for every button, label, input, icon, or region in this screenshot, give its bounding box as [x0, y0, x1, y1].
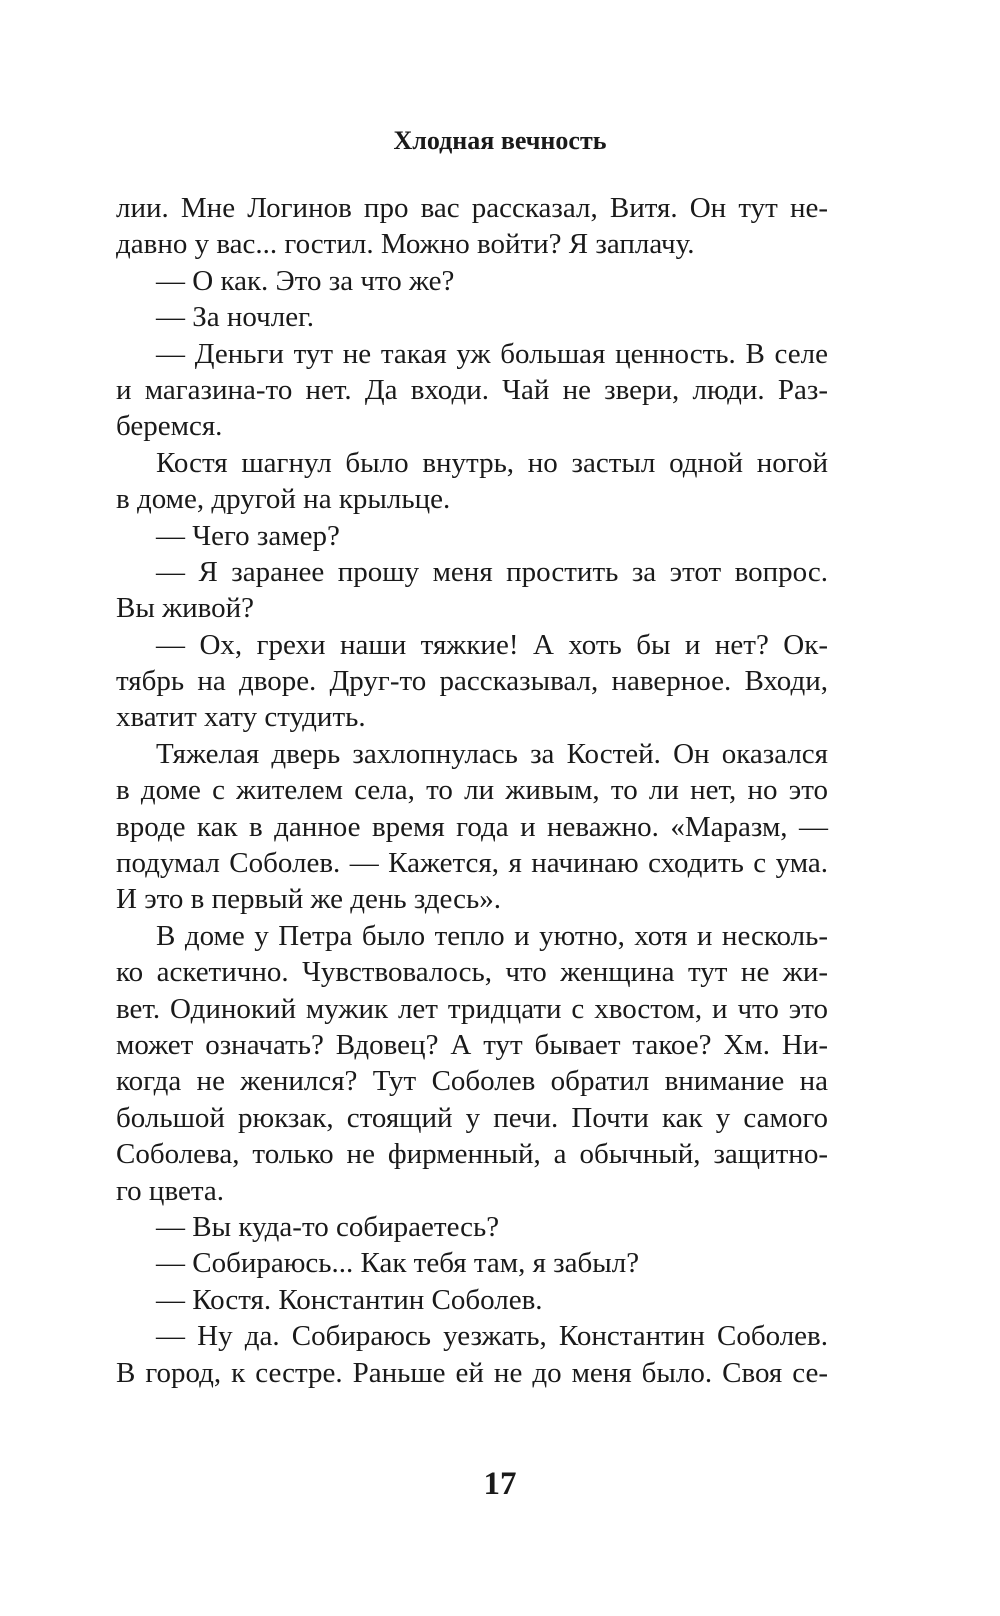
text-line: — Костя. Константин Соболев. [156, 1283, 543, 1316]
page-number: 17 [483, 1466, 517, 1502]
text-line: — Ох, грехи наши тяжкие! А хоть бы и нет? Ок- [156, 628, 828, 661]
text-line: тябрь на дворе. Друг-то рассказывал, наверное. Входи, [116, 665, 828, 698]
text-line: — О как. Это за что же? [156, 264, 455, 297]
text-line: — Вы куда-то собираетесь? [156, 1210, 500, 1243]
text-line: го цвета. [116, 1174, 224, 1207]
text-line: в доме с жителем села, то ли живым, то ли нет, но это [116, 774, 828, 807]
text-line: — Ну да. Собираюсь уезжать, Константин Соболев. [156, 1320, 828, 1353]
text-line: хватит хату студить. [116, 701, 366, 734]
text-line: Соболева, только не фирменный, а обычный, защитно- [116, 1138, 828, 1171]
text-line: — Деньги тут не такая уж большая ценность. В селе [156, 337, 828, 370]
text-line: лии. Мне Логинов про вас рассказал, Витя. Он тут не- [116, 192, 828, 224]
running-head-title: Хлодная вечность [393, 126, 607, 155]
text-line: подумал Соболев. — Кажется, я начинаю сходить с ума. [116, 847, 828, 880]
text-line: — Собираюсь... Как тебя там, я забыл? [156, 1247, 640, 1280]
text-line: И это в первый же день здесь». [116, 883, 501, 916]
text-line: — За ночлег. [156, 301, 314, 334]
text-line: может означать? Вдовец? А тут бывает такое? Хм. Ни- [116, 1028, 828, 1061]
text-line: Вы живой? [116, 592, 255, 625]
text-line: вроде как в данное время года и неважно. «Маразм, — [116, 810, 828, 843]
text-line: Тяжелая дверь захлопнулась за Костей. Он оказался [156, 737, 828, 770]
text-line: В город, к сестре. Раньше ей не до меня было. Своя се- [116, 1356, 828, 1389]
text-line: В доме у Петра было тепло и уютно, хотя и несколь- [156, 919, 828, 952]
body-text [116, 190, 828, 1391]
text-line: давно у вас... гостил. Можно войти? Я заплачу. [116, 228, 695, 261]
text-line: — Чего замер? [156, 519, 340, 552]
text-line: большой рюкзак, стоящий у печи. Почти как у самого [116, 1101, 828, 1134]
text-line: ко аскетично. Чувствовалось, что женщина тут не жи- [116, 956, 828, 989]
text-line: — Я заранее прошу меня простить за этот вопрос. [156, 555, 828, 588]
text-line: вет. Одинокий мужик лет тридцати с хвостом, и что это [116, 992, 828, 1025]
text-line: когда не женился? Тут Соболев обратил внимание на [116, 1065, 828, 1098]
text-line: в доме, другой на крыльце. [116, 483, 451, 516]
text-line: Костя шагнул было внутрь, но застыл одной ногой [156, 446, 828, 479]
text-line: беремся. [116, 410, 223, 443]
text-line: и магазина-то нет. Да входи. Чай не звери, люди. Раз- [116, 373, 828, 406]
